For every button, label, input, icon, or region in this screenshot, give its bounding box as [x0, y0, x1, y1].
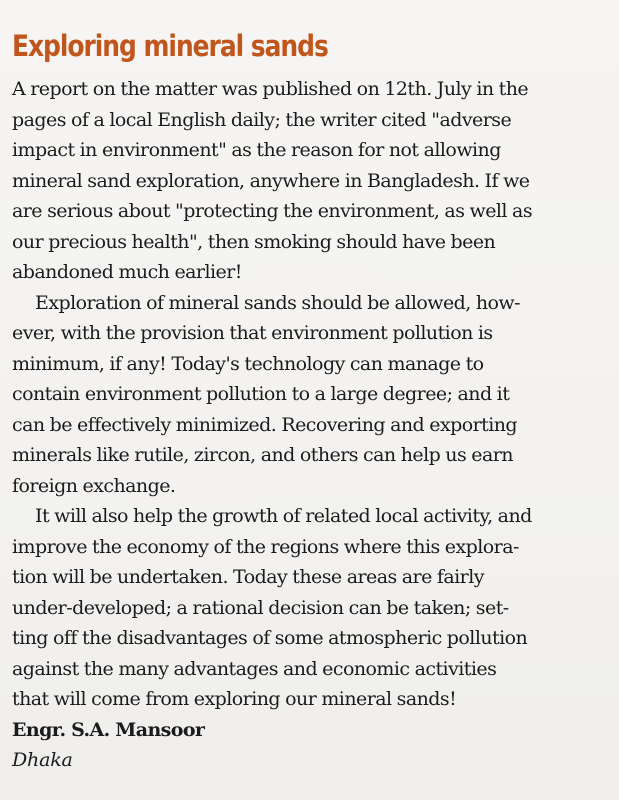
body-line: can be effectively minimized. Recovering and exporting [12, 413, 518, 436]
body-line: foreign exchange. [12, 474, 176, 497]
body-line: our precious health", then smoking should have been [12, 230, 496, 253]
body-line: improve the economy of the regions where this explora- [12, 535, 519, 558]
body-line: against the many advantages and economic activities [12, 657, 497, 680]
article-title: Exploring mineral sands [12, 29, 328, 63]
author-name: Engr. S.A. Mansoor [12, 718, 205, 741]
body-line: impact in environment" as the reason for not allowing [12, 139, 501, 161]
body-line: ever, with the provision that environment pollution is [12, 322, 493, 344]
body-line: A report on the matter was published on 12th. July in the [12, 78, 529, 100]
body-line: mineral sand exploration, anywhere in Bangladesh. If we [12, 169, 530, 192]
body-line: ting off the disadvantages of some atmospheric pollution [12, 627, 528, 649]
body-line: abandoned much earlier! [12, 261, 242, 283]
body-line: minerals like rutile, zircon, and others can help us earn [12, 444, 513, 466]
letter-body [12, 74, 612, 776]
body-line: under-developed; a rational decision can be taken; set- [12, 596, 509, 619]
body-line: that will come from exploring our mineral sands! [12, 688, 457, 710]
body-line: contain environment pollution to a large degree; and it [12, 383, 510, 405]
body-line: are serious about "protecting the environment, as well as [12, 200, 533, 222]
body-line: tion will be undertaken. Today these areas are fairly [12, 566, 484, 588]
body-line: minimum, if any! Today's technology can manage to [12, 352, 484, 375]
body-line: pages of a local English daily; the writer cited "adverse [12, 108, 512, 131]
author-location: Dhaka [12, 749, 73, 771]
body-line-paragraph-start: It will also help the growth of related local activity, and [35, 505, 532, 527]
body-line-paragraph-start: Exploration of mineral sands should be allowed, how- [35, 291, 520, 314]
